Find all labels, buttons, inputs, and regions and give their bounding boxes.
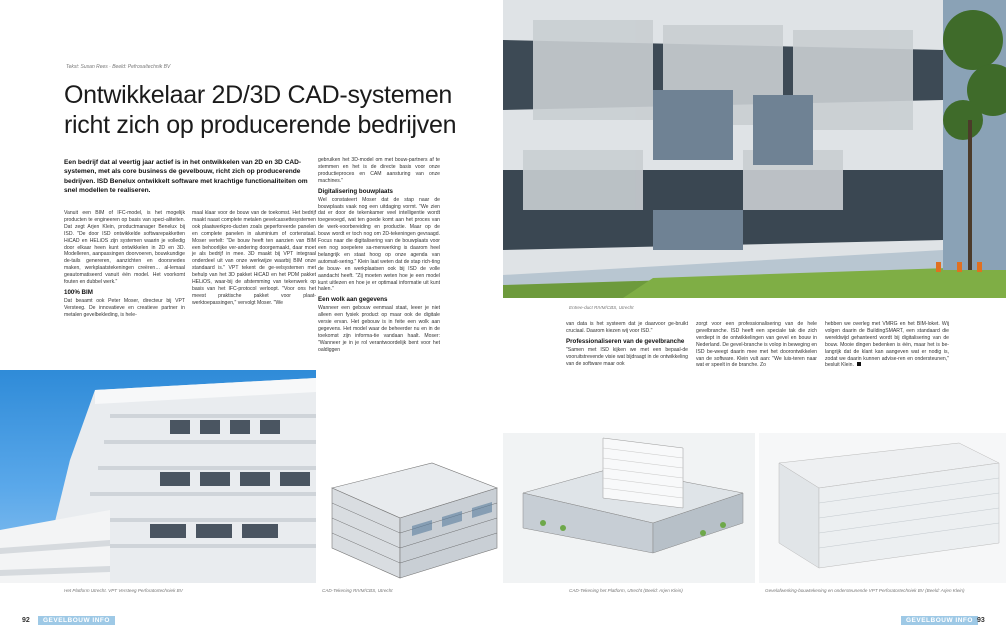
col4-subheading: Professionaliseren van de gevelbranche bbox=[566, 337, 685, 345]
cad-drawing-rivm bbox=[322, 448, 503, 583]
column-5 bbox=[696, 321, 817, 369]
brand-label-left: GEVELBOUW INFO bbox=[38, 616, 115, 625]
col6-paragraph bbox=[825, 321, 949, 369]
col3-subheading-1: Digitalisering bouwplaats bbox=[318, 187, 393, 195]
rivm-photo-caption: Entree-duct RIVM/CBS, Utrecht bbox=[569, 305, 634, 310]
col3-subheading-2: Een wolk aan gegevens bbox=[318, 296, 388, 304]
main-photo-caption: Het Platform Utrecht. VPT Versteeg Perforatortechniek BV bbox=[64, 588, 183, 593]
col1-paragraph-1: Vanuit een BIM of IFC-model, is het mogelijk producten te engineeren op basis van speci-aliteiten. Dat zegt Arjen Klein, productmanager Benelux bij ISD. "De door ISD ontwikkelde softwarepakketten HiCAD en HELiOS zijn systemen waarin je volledig door elkaar heen kunt ontwikkelen in 2D en 3D. Modelleren, aanpassingen doorvoeren, bouwkundige de-tails genereren, aanzichten en doorsnedes maken, werkplaatstekeningen creëren… al-lemaal geautomatiseerd vanuit één model. Het voorkomt fouten en dubbel werk." bbox=[64, 210, 185, 286]
cad-3-caption: Gevelafwerking-bouwtekening en ondersteunende VPT Perforatortechniek BV (Beeld: Arjen Klein) bbox=[765, 588, 965, 593]
article-end-mark bbox=[857, 362, 861, 366]
column-6 bbox=[825, 321, 949, 369]
cad-1-caption: CAD-Tekening RIVM/CBS, Utrecht bbox=[322, 588, 393, 593]
column-3 bbox=[318, 157, 440, 354]
cad-2-caption: CAD-Tekening het Platform, Utrecht (Beeld: Arjen Klein) bbox=[569, 588, 683, 593]
cad-wireframe-illustration bbox=[322, 448, 503, 583]
cad-drawing-facade bbox=[759, 433, 1006, 583]
rivm-building-photo bbox=[503, 0, 1006, 298]
column-4 bbox=[566, 321, 688, 368]
col5-paragraph: zorgt voor een professionalisering van de hele gevelbranche. ISD heeft een speciale tak die zich verdiept in de ontwikkelingen van gevel en bouw in Nederland. De gevel-branche is volop in beweging en ISD be-weegt daarin mee met het doorontwikkelen van de software. Klein vult aan: "We luis-teren naar wat er speelt in de branche. Zo bbox=[696, 321, 817, 369]
platform-building-illustration bbox=[0, 370, 316, 583]
cad-drawing-platform bbox=[503, 433, 755, 583]
col2-paragraph-1: maal klaar voor de bouw van de toekomst. Het bedrijf maakt naast complete metalen gevelcassettesystemen ook plaatwerkpro-ducten zoals geperforeerde panelen en complete panelen in aluminium of cortenstaal. Moser vertelt: "De bouw heeft ten aanzien van BIM een behoorlijke ver-andering doorgemaakt, daar moet je als bedrijf in mee. 3D maakt bij VPT integraal onderdeel uit van onze werkwijze waarbij BIM onze standaard is." VPT tekent de ge-velsystemen met behulp van het 3D pakket HiCAD en het PDM pakket HELiOS, waar-bij de afstemming van tekenwerk op basis van het IFC-protocol verloopt. "Voor ons het meest praktische pakket voor plaat-werktoepassingen," vervolgt Moser. "We bbox=[192, 210, 316, 306]
col4-paragraph-1: van data is het systeem dat je daarvoor ge-bruikt cruciaal. Daarom kiezen wij voor ISD." bbox=[566, 321, 688, 334]
col3-paragraph-3: Wanneer een gebouw eenmaal staat, leeer je niet alleen een fysiek product op maar ook de digitale versie ervan. Het gebouw is in feite een wolk aan gegevens. Het model waar de beheerder nu en in de toekomst zijn informa-tie vandaan haalt. Moser: "Wanneer je in je rol verantwoordelijk bent voor het oaldiggen bbox=[318, 305, 440, 353]
col3-paragraph-1: gebruiken het 3D-model om met bouw-partners af te stemmen en het is de directe basis voor onze productieproces en CAM aansturing van onze machines." bbox=[318, 157, 440, 184]
brand-label-right: GEVELBOUW INFO bbox=[901, 616, 978, 625]
article-lead: Een bedrijf dat al veertig jaar actief is in het ontwikkelen van 2D en 3D CAD-systemen, met als core business de gevelbouw, richt zich op producerende bedrijven. ISD Benelux ontwikkelt software met krachtige functionaliteiten om snel modellen te realiseren. bbox=[64, 159, 308, 194]
cad-facade-illustration bbox=[759, 433, 1006, 583]
page-number-left: 92 bbox=[22, 617, 30, 624]
column-2 bbox=[192, 210, 316, 307]
title-line-2: richt zich op producerende bedrijven bbox=[64, 111, 457, 139]
article-credit: Tekst: Susan Rees · Beeld: Pefrosa/technik BV bbox=[66, 64, 171, 70]
platform-building-photo bbox=[0, 370, 316, 583]
rivm-facade-illustration bbox=[503, 0, 1006, 298]
page-number-right: 93 bbox=[977, 617, 985, 624]
col4-paragraph-2: "Samen met ISD kijken we met een bepaal-de vooruitstrevende visie wat bijdraagt in de ontwikkeling van de software maar ook bbox=[566, 346, 688, 367]
col1-paragraph-2: Dat beaamt ook Peter Moser, directeur bij VPT Versteeg. De innovatieve en creatieve partner in metalen gevelbekleding, is hele- bbox=[64, 297, 185, 318]
article-title bbox=[64, 80, 484, 140]
cad-platform-illustration bbox=[503, 433, 755, 583]
column-1 bbox=[64, 210, 185, 319]
col6-text: hebben we overleg met VMRG en het BIM-loket. Wij volgen daarin de BuildingSMART, een standaard die wereldwijd gehanteerd wordt bij digitalisering van de bouw. Mooie dingen bedenken is één, maar het is be-langrijk dat de klant kan aangeven wat er nodig is, zodat we daarin kunnen advise-ren en ondersteunen," besluit Klein. bbox=[825, 321, 949, 369]
title-line-1: Ontwikkelaar 2D/3D CAD-systemen bbox=[64, 81, 453, 109]
col3-paragraph-2: Wel constateert Moser dat de stap naar de bouwplaats vaak nog een uitdaging vormt. "We zien dat er door de tekenkamer veel intelligentie wordt toegevoegd, wat ten goede komt aan het proces van de werk-voorbereiding en productie. Maar op de bouw wordt er toch nog om 2D-tekeningen gevraagd. Focus naar die digitalisering van de bouwplaats voor een nog soepelere sa-menwerking is daarom heel belangrijk en staat hoog op onze agenda van automati-sering." Klein laat weten dat de stap rich-ting de bouw- en werkplaatsen ook bij ISD de volle aandacht heeft. "Zij moeten weten hoe je een model kunt uitlezen en hoe je er optimaal informatie uit kunt halen." bbox=[318, 196, 440, 293]
col1-subheading: 100% BIM bbox=[64, 288, 93, 296]
